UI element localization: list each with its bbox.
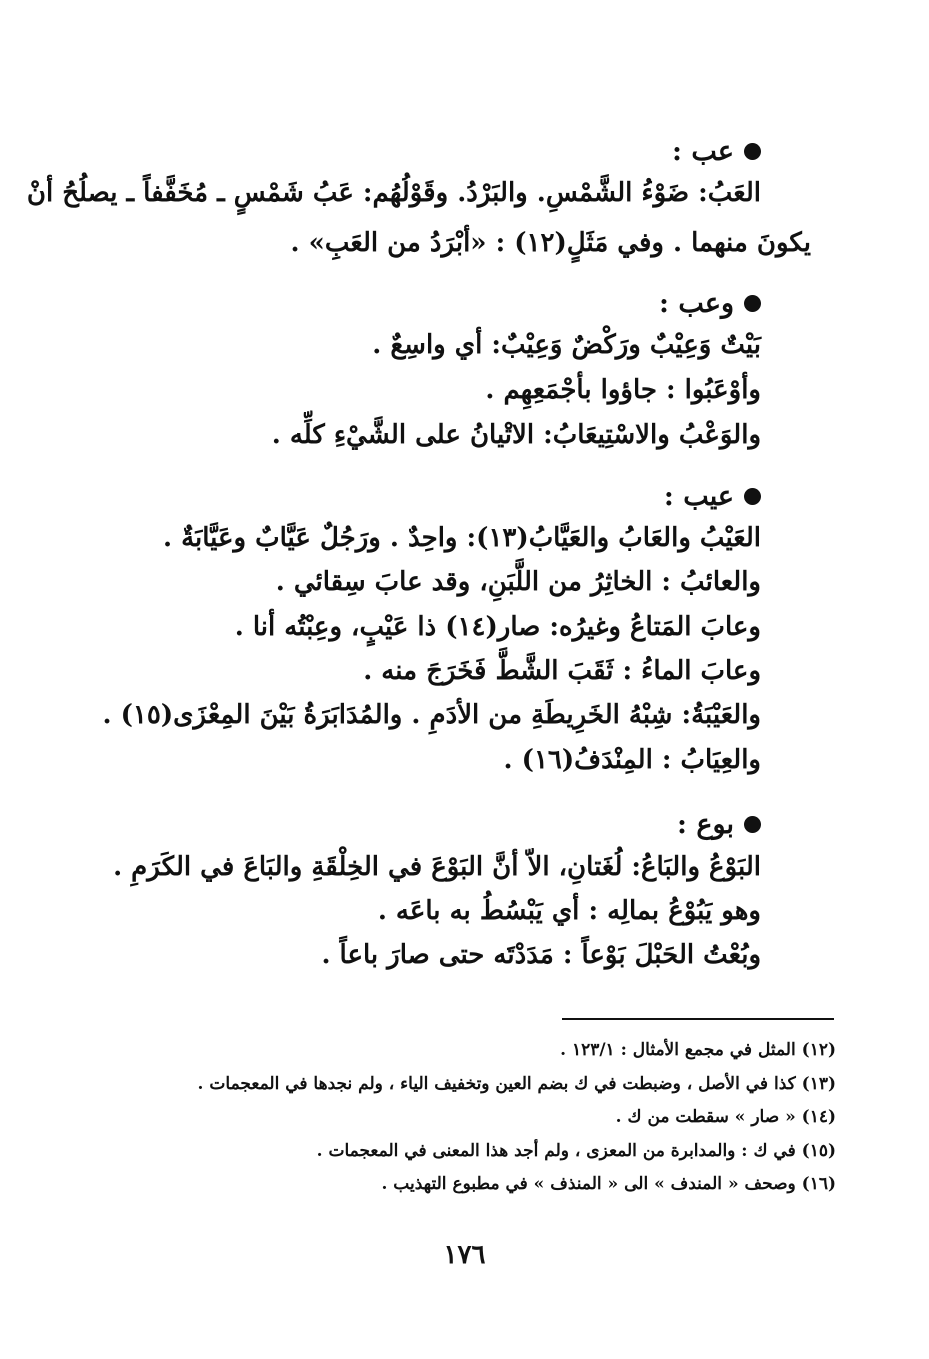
entry-line: وعابَ المَتاعُ وغيرُه: صار(١٤) ذا عَيْبٍ، وعِبْتُه أنا . [234,612,761,642]
bullet-icon [744,295,761,312]
entry-line: بَيْتٌ وَعِيْبٌ ورَكْضٌ وَعِيْبٌ: أي واسِعٌ . [372,330,761,360]
footnote-separator [562,1018,834,1020]
entry-heading [659,288,761,319]
entry-heading-text: عب : [672,136,734,167]
entry-line: والعِيَابُ : المِنْدَفُ(١٦) . [503,745,761,775]
entry-line: وبُعْتُ الحَبْلَ بَوْعاً : مَدَدْتَه حتى صارَ باعاً . [321,940,761,970]
entry-line: البَوْعُ والبَاعُ: لُغَتانِ، الاّ أنَّ البَوْعَ في الخِلْقَةِ والبَاعَ في الكَرَمِ . [113,852,761,882]
page-number: ١٧٦ [443,1240,486,1270]
footnote: (١٣) كذا في الأصل ، وضبطت في ك بضم العين وتخفيف الياء ، ولم نجدها في المعجمات . [197,1074,836,1094]
bullet-icon [744,488,761,505]
entry-line: العَبُ: ضَوْءُ الشَّمْسِ. والبَرْدُ. وقَوْلُهُم: عَبُ شَمْسٍ ـ مُخَفَّفاً ـ يصلُحُ أنْ [26,178,761,208]
entry-line: والعَيْبَةُ: شِبْهُ الخَرِيطَةِ من الأدَمِ . والمُدَابَرَةُ بَيْنَ المِعْزَى(١٥) . [102,700,761,730]
entry-line: يكونَ منهما . وفي مَثَلٍ(١٢) : «أبْرَدُ من العَبِ» . [290,228,811,258]
entry-heading [677,809,761,840]
entry-heading [664,481,761,512]
bullet-icon [744,816,761,833]
entry-line: والوَعْبُ والاسْتِيعَابُ: الاتْيانُ على الشَّيْءِ كلِّه . [271,420,761,450]
footnote: (١٦) وصحف « المندف » الى « المنذف » في مطبوع التهذيب . [381,1174,836,1194]
entry-heading-text: عيب : [663,481,734,512]
entry-heading [672,136,761,167]
entry-line: وأوْعَبُوا : جاؤوا بأجْمَعِهِم . [485,375,761,405]
footnote: (١٥) في ك : والمدابرة من المعزى ، ولم أجد هذا المعنى في المعجمات . [316,1141,836,1161]
entry-line: العَيْبُ والعَابُ والعَيَّابُ(١٣): واحِدٌ . ورَجُلٌ عَيَّابٌ وعَيَّابَةٌ . [162,523,761,553]
footnote: (١٢) المثل في مجمع الأمثال : ١٢٣/١ . [560,1040,836,1060]
entry-line: وعابَ الماءُ : ثَقَبَ الشَّطَّ فَخَرَجَ منه . [363,656,761,686]
entry-line: وهو يَبُوْعُ بمالِه : أي يَبْسُطُ به باعَه . [377,896,761,926]
bullet-icon [744,143,761,160]
entry-heading-text: وعب : [658,288,734,319]
footnote: (١٤) « صار » سقطت من ك . [615,1107,836,1127]
entry-line: والعائبُ : الخاثِرُ من اللَّبَنِ، وقد عابَ سِقائي . [275,567,761,597]
entry-heading-text: بوع : [677,809,734,840]
